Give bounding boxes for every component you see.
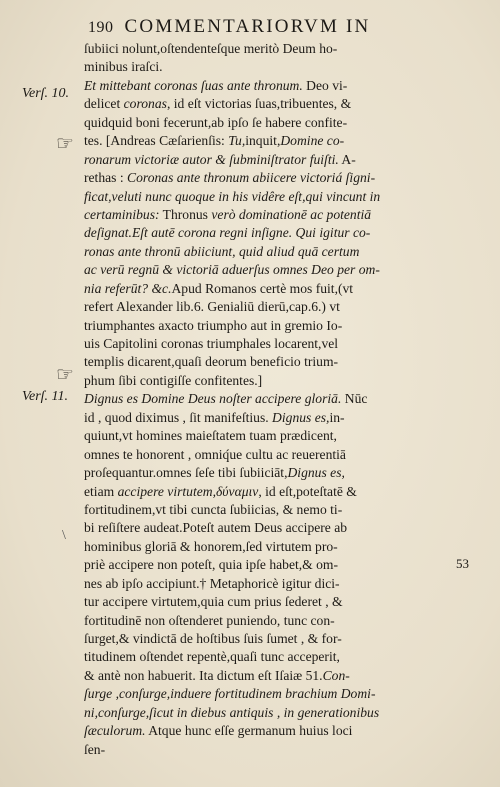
- text-span: ſen-: [84, 741, 106, 757]
- pointing-hand-icon: ☞: [56, 364, 74, 386]
- running-title: COMMENTARIORVM IN: [124, 16, 371, 37]
- text-span: bi reſiſtere audeat.Poteſt autem Deus accipere ab: [84, 520, 348, 536]
- text-span: tur accipere virtutem,quia cum prius ſederet , &: [84, 594, 343, 610]
- text-span: ni,conſurge,ſicut in diebus antiquis , in generationibus: [84, 704, 380, 720]
- text-span: Nūc: [341, 391, 368, 407]
- text-span: Deo vi-: [302, 77, 348, 93]
- text-span: ronarum victoriæ autor & ſubminiſtrator fuiſti.: [84, 151, 339, 167]
- text-span: fortitudinem,vt tibi cuncta ſubiicias, & nemo ti-: [84, 501, 343, 517]
- text-span: rethas :: [84, 170, 128, 186]
- text-span: , id eſt victorias ſuas,tribuentes, &: [166, 96, 352, 112]
- text-line: [84, 667, 436, 685]
- text-span: delicet: [84, 96, 124, 112]
- text-line: [84, 483, 436, 501]
- text-span: ſubiici nolunt,oſtendenteſque meritò Deum ho-: [84, 41, 338, 56]
- text-span: Dignus es,: [287, 465, 345, 481]
- text-span: A-: [338, 151, 356, 167]
- text-line: [84, 556, 436, 574]
- text-span: Thronus: [159, 206, 212, 222]
- text-line: [84, 58, 436, 76]
- text-line: [84, 77, 436, 95]
- text-span: Apud Romanos certè mos fuit,(vt: [171, 280, 354, 296]
- text-line: [84, 114, 436, 132]
- text-line: [84, 446, 436, 464]
- text-span: in-: [329, 409, 345, 425]
- text-line: [84, 95, 436, 113]
- margin-note-verse-11: Verſ. 11.: [22, 389, 69, 404]
- text-line: [84, 427, 436, 445]
- pointing-hand-icon: ☞: [56, 133, 74, 155]
- text-line: [84, 464, 436, 482]
- text-span: templis dicarent,quaſi deorum beneficio trium-: [84, 354, 339, 370]
- text-span: certaminibus:: [84, 206, 160, 222]
- text-span: minibus iraſci.: [84, 59, 163, 75]
- text-line: [84, 630, 436, 648]
- pencil-mark: \: [62, 528, 66, 543]
- text-span: nes ab ipſo accipiunt.† Metaphoricè igitur dici-: [84, 575, 340, 591]
- text-span: deſignat.Eſt autē corona regni inſigne. Qui igitur co-: [84, 225, 371, 241]
- text-line: [84, 317, 436, 335]
- text-line: [84, 704, 436, 722]
- text-line: [84, 741, 436, 759]
- text-line: [84, 372, 436, 390]
- text-line: [84, 224, 436, 242]
- text-span: id , quod diximus , ſit manifeſtius.: [84, 409, 273, 425]
- text-span: refert Alexander lib.6. Genialiū dierū,cap.6.) vt: [84, 299, 340, 315]
- text-span: coronas: [123, 96, 167, 112]
- text-line: [84, 298, 436, 316]
- body-text: [84, 40, 436, 759]
- text-span: omnes te honorent , omniq́ue cultu ac reuerentiā: [84, 446, 346, 462]
- text-line: [84, 685, 436, 703]
- text-span: & antè non habuerit. Ita dictum eſt Iſaiæ 51.: [84, 667, 323, 683]
- text-span: ac verū regnū & victoriā aduerſus omnes Deo per om-: [84, 262, 380, 278]
- text-span: ronas ante thronū abiiciunt, quid aliud quā certum: [84, 243, 360, 259]
- text-span: phum ſibi contigiſſe confitentes.]: [84, 372, 263, 388]
- text-span: Domine co-: [280, 133, 345, 149]
- text-line: [84, 648, 436, 666]
- text-line: [84, 40, 436, 58]
- text-span: priè accipere non poteſt, quia ipſe habet,& om-: [84, 557, 339, 573]
- text-span: titudinem oſtendet repentè,quaſi tunc acceperit,: [84, 649, 340, 665]
- text-line: [84, 593, 436, 611]
- running-header: [88, 16, 428, 38]
- text-span: ficat,veluti nunc quoque in his vidêre eſt,qui vincunt in: [84, 188, 381, 204]
- text-span: inquit,: [245, 133, 281, 149]
- text-span: tes. [Andreas Cæſarienſis:: [84, 133, 229, 149]
- text-span: nia referūt? &c.: [84, 280, 172, 296]
- text-span: Atque hunc eſſe germanum huius loci: [145, 723, 353, 739]
- text-span: proſequantur.omnes ſeſe tibi ſubiiciāt,: [84, 465, 288, 481]
- text-span: ſæculorum.: [84, 723, 146, 739]
- margin-signature-number: 53: [456, 556, 469, 571]
- text-line: [84, 612, 436, 630]
- text-span: , id eſt,poteſtatē &: [258, 483, 357, 499]
- text-line: [84, 188, 436, 206]
- text-line: [84, 243, 436, 261]
- text-line: [84, 519, 436, 537]
- text-span: quidquid boni fecerunt,ab ipſo ſe habere confite-: [84, 114, 348, 130]
- text-span: fortitudinē non oſtenderet puniendo, tunc con-: [84, 612, 335, 628]
- text-line: [84, 335, 436, 353]
- text-line: [84, 151, 436, 169]
- text-line: [84, 261, 436, 279]
- text-span: etiam: [84, 483, 118, 499]
- text-line: [84, 206, 436, 224]
- text-line: [84, 409, 436, 427]
- text-span: Dignus es Domine Deus noſter accipere gloriā.: [84, 391, 342, 407]
- text-line: [84, 169, 436, 187]
- text-line: [84, 132, 436, 150]
- text-span: Con-: [322, 667, 350, 683]
- text-span: Et mittebant coronas ſuas ante thronum.: [84, 77, 303, 93]
- text-span: triumphantes axacto triumpho aut in gremio Io-: [84, 317, 343, 333]
- page-number: 190: [88, 19, 114, 36]
- text-span: verò dominationē ac potentiā: [211, 206, 372, 222]
- text-line: [84, 538, 436, 556]
- text-line: [84, 575, 436, 593]
- text-span: uis Capitolini coronas triumphales locarent,vel: [84, 336, 339, 351]
- text-span: quiunt,vt homines maieſtatem tuam prædicent,: [84, 428, 337, 444]
- text-span: Coronas ante thronum abiicere victoriá ſigni-: [127, 170, 376, 186]
- text-line: [84, 353, 436, 371]
- text-span: Dignus es,: [272, 409, 330, 425]
- margin-note-verse-10: Verſ. 10.: [22, 86, 70, 101]
- text-line: [84, 501, 436, 519]
- text-span: hominibus gloriā & honorem,ſed virtutem pro-: [84, 538, 338, 554]
- text-span: ſurget,& vindictā de hoſtibus ſuis ſumet , & for-: [84, 631, 342, 646]
- text-line: [84, 722, 436, 740]
- text-span: ſurge ,conſurge,induere fortitudinem brachium Domi-: [84, 686, 376, 702]
- text-line: [84, 390, 436, 408]
- text-span: Tu,: [228, 133, 246, 149]
- text-line: [84, 280, 436, 298]
- text-span: accipere virtutem,δύναμιν: [117, 483, 259, 499]
